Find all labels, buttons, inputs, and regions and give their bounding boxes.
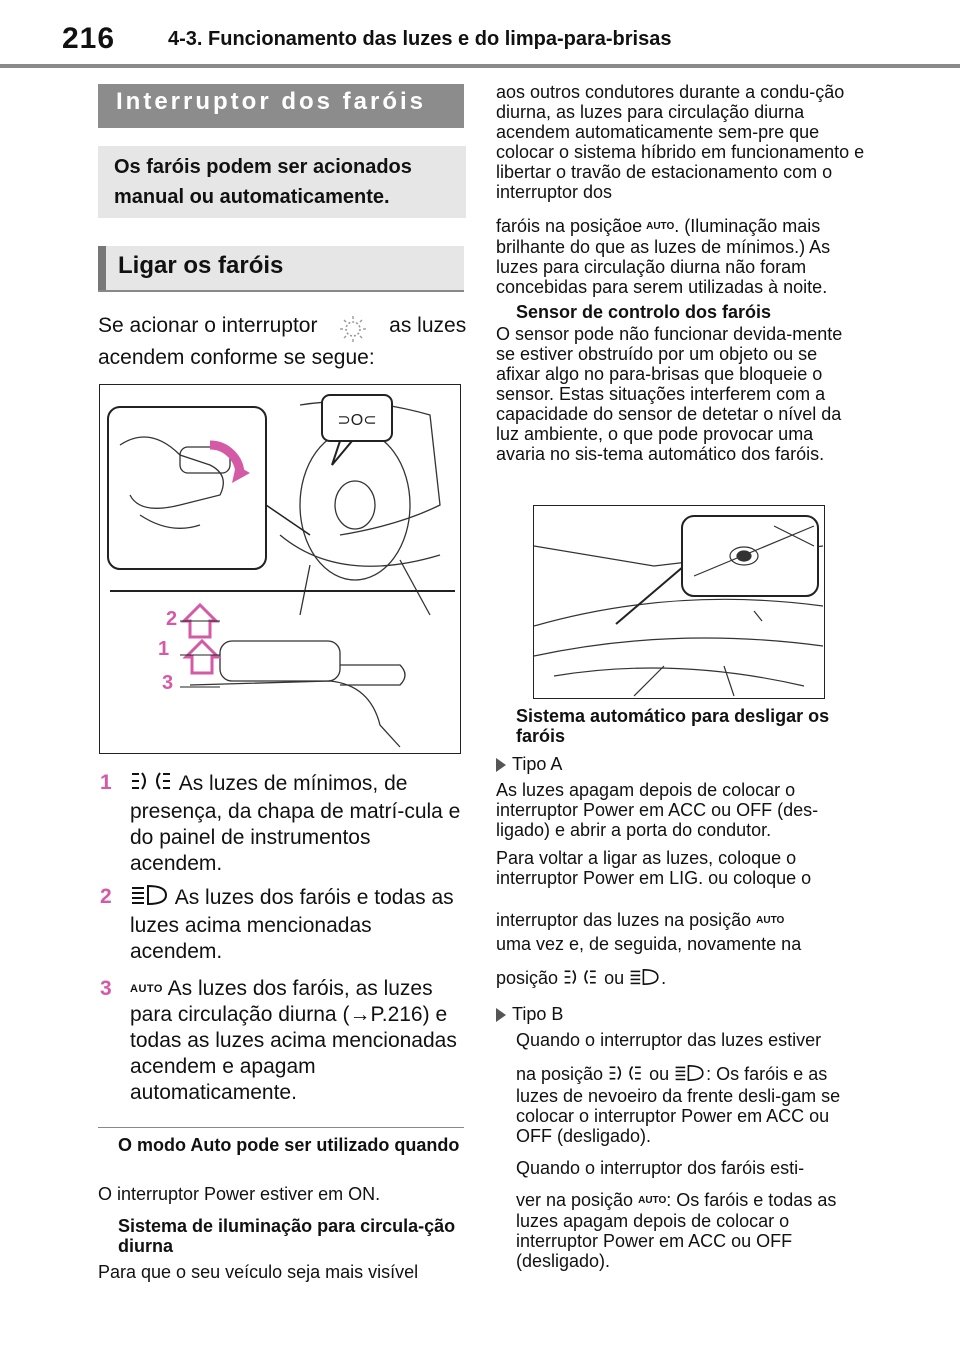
type-a-text-3 (496, 910, 866, 931)
auto-mode-text: O interruptor Power estiver em ON. (98, 1184, 381, 1204)
position-lights-icon (563, 968, 599, 990)
sensor-text: O sensor pode não funcionar devida-mente se estiver obstruído por um objeto ou se afixar algo no para-brisas que bloqueie o sensor. Estas situações interferem com a capacidade do sensor de detetar o nível da luz ambiente, o que pode provocar uma avaria no sis-tema automático dos faróis. (496, 324, 843, 464)
type-a-text-3-label: interruptor das luzes na posição (496, 910, 752, 930)
position-lights-icon (130, 770, 174, 799)
drl-text-3 (496, 216, 866, 297)
item-text: As luzes de mínimos, de presença, da chapa de matrí-cula e do painel de instrumentos acendem. (130, 772, 461, 875)
type-b-text-4a: ver na posição (516, 1190, 634, 1210)
type-a-text-1: As luzes apagam depois de colocar o interruptor Power em ACC ou OFF (des-ligado) e abrir a porta do condutor. (496, 780, 819, 840)
type-b-text-4b: : Os faróis e todas as luzes apagam depois de colocar o interruptor Power em ACC ou OFF (desligado). (516, 1190, 837, 1272)
headlight-switch-illustration (100, 385, 459, 752)
sensor-illustration (534, 506, 823, 697)
type-a-text-4: uma vez e, de seguida, novamente na (496, 934, 802, 954)
subsection-title: Ligar os faróis (98, 246, 464, 290)
item-text: As luzes dos faróis e todas as luzes acima mencionadas acendem. (130, 886, 454, 963)
bullet-arrow-icon (496, 758, 506, 772)
bullet-arrow-icon (496, 1008, 506, 1022)
type-b-label-text: Tipo B (512, 1004, 564, 1024)
type-b-text-4 (516, 1190, 866, 1271)
notes-rule (98, 1127, 464, 1128)
type-b-label (496, 1004, 866, 1024)
drl-text-3a: faróis na posiçãoe (496, 216, 643, 236)
figure-label-2: 2 (166, 608, 178, 630)
type-a-text-5c: . (661, 968, 667, 988)
intro-before: Se acionar o interruptor (98, 314, 318, 337)
sensor-title: Sensor de controlo dos faróis (516, 302, 772, 322)
list-item (98, 884, 468, 965)
headlight-icon (674, 1064, 706, 1086)
auto-mode-title: O modo Auto pode ser utilizado quando (118, 1135, 460, 1155)
type-b-text-2a: na posição (516, 1064, 604, 1084)
auto-off-title: Sistema automático para desligar os faróis (516, 706, 830, 746)
headlight-switch-figure (99, 384, 461, 754)
page-number: 216 (62, 22, 116, 55)
position-lights-icon (608, 1064, 644, 1086)
drl-text-1: Para que o seu veículo seja mais visível (98, 1262, 419, 1282)
type-a-text-2: Para voltar a ligar as luzes, coloque o interruptor Power em LIG. ou coloque o (496, 848, 812, 888)
list-item (98, 770, 468, 877)
figure-label-3: 3 (162, 672, 174, 694)
type-a-text-5b: ou (604, 968, 625, 988)
item-text: As luzes dos faróis, as luzes para circulação diurna (→P.216) e todas as luzes acima mencionadas acendem e apagam automaticamente. (130, 977, 457, 1105)
list-item (98, 976, 468, 1106)
type-a-text-5 (496, 968, 866, 990)
type-b-text-2b: ou (649, 1064, 670, 1084)
item-number: 3 (100, 977, 112, 1000)
item-number: 2 (100, 885, 112, 908)
headlight-icon (629, 968, 661, 990)
item-number: 1 (100, 771, 112, 794)
drl-title: Sistema de iluminação para circula-ção diurna (118, 1216, 456, 1256)
light-switch-icon (323, 314, 383, 338)
type-b-text-2 (516, 1064, 866, 1146)
type-a-label (496, 754, 866, 774)
headlight-icon (130, 884, 170, 913)
type-b-text-2c: : Os faróis e as luzes de nevoeiro da frente desli-gam se colocar o interruptor Power em ACC ou OFF (desligado). (516, 1064, 841, 1147)
type-a-label-text: Tipo A (512, 754, 563, 774)
section-title: Interruptor dos faróis (98, 84, 464, 128)
chapter-title: 4-3. Funcionamento das luzes e do limpa-para-brisas (168, 28, 672, 50)
svg-text:⊃O⊂: ⊃O⊂ (337, 412, 377, 429)
type-b-text-1: Quando o interruptor das luzes estiver (516, 1030, 822, 1050)
intro-after: as luzes acendem conforme se segue: (98, 314, 467, 369)
auto-icon: AUTO (646, 221, 675, 233)
type-b-text-3: Quando o interruptor dos faróis esti- (516, 1158, 805, 1178)
auto-icon: AUTO (756, 915, 785, 927)
drl-text-3b: . (Iluminação mais brilhante do que as luzes de mínimos.) As luzes para circulação diurna não foram concebidas para serem utilizadas à noite. (496, 216, 831, 298)
section-lead: Os faróis podem ser acionados manual ou automaticamente. (98, 146, 466, 218)
subsection-rule (98, 290, 464, 292)
sensor-figure (533, 505, 825, 699)
auto-icon: AUTO (638, 1195, 667, 1207)
type-a-text-5a: posição (496, 968, 559, 988)
drl-text-2: aos outros condutores durante a condu-ção diurna, as luzes para circulação diurna acendem automaticamente sem-pre que colocar o sistema híbrido em funcionamento e libertar o travão de estacionamento com o interruptor dos (496, 82, 865, 202)
auto-icon: AUTO (130, 983, 163, 996)
figure-label-1: 1 (158, 638, 170, 660)
header-rule (0, 64, 960, 68)
intro-paragraph (98, 310, 468, 374)
